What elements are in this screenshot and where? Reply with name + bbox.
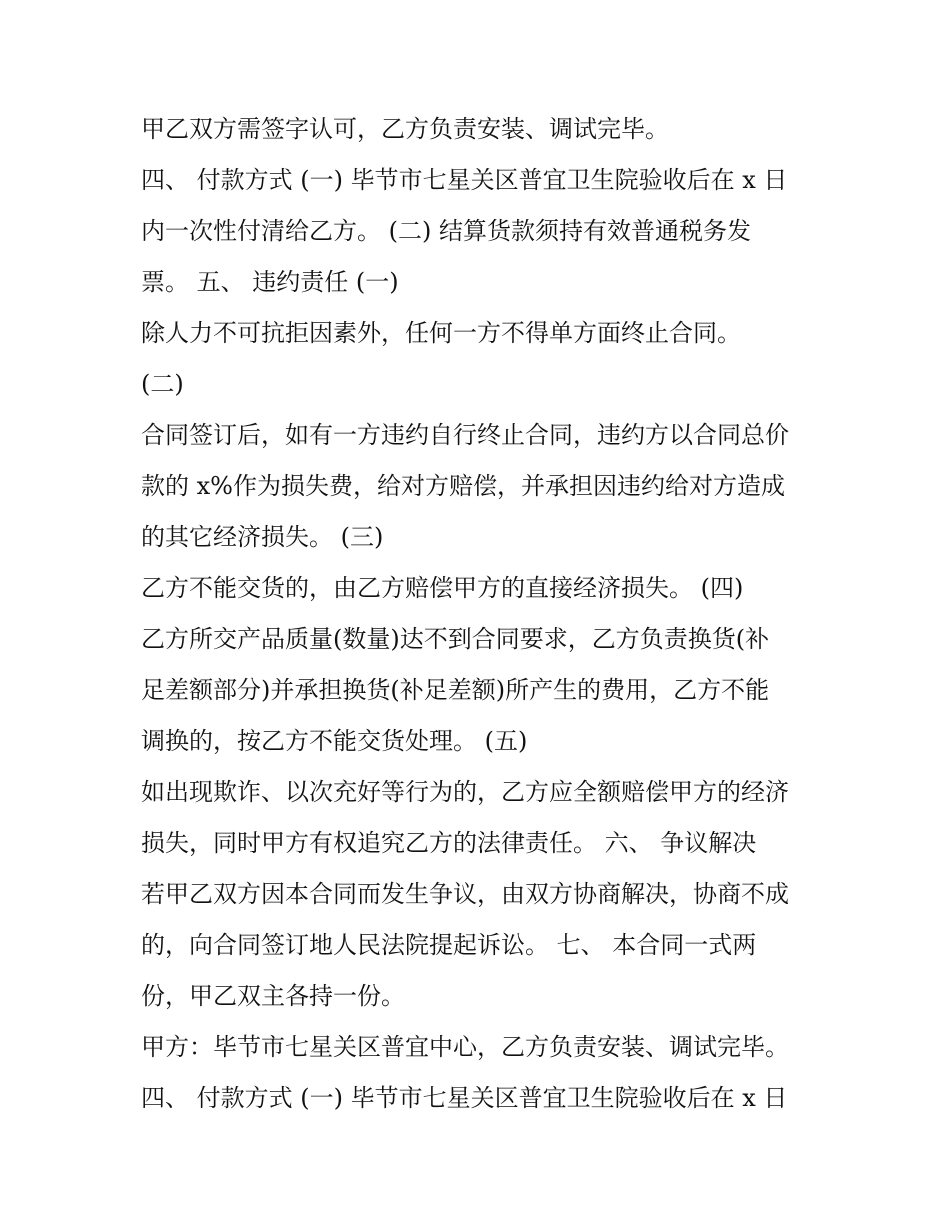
- text-line: 足差额部分)并承担换货(补足差额)所产生的费用，乙方不能: [141, 676, 770, 704]
- text-line: 如出现欺诈、以次充好等行为的，乙方应全额赔偿甲方的经济: [141, 778, 789, 806]
- text-line: 票。 五、 违约责任 (一): [141, 268, 399, 296]
- text-line: 合同签订后，如有一方违约自行终止合同，违约方以合同总价: [141, 421, 789, 449]
- text-line: 甲乙双方需签字认可，乙方负责安装、调试完毕。: [141, 115, 669, 143]
- text-line: 的其它经济损失。 (三): [141, 523, 384, 551]
- text-line: 款的 x%作为损失费，给对方赔偿，并承担因违约给对方造成: [141, 472, 785, 500]
- text-line: 四、 付款方式 (一) 毕节市七星关区普宜卫生院验收后在 x 日: [141, 166, 788, 194]
- text-line: 份，甲乙双主各持一份。: [141, 982, 405, 1010]
- text-line: 甲方：毕节市七星关区普宜中心，乙方负责安装、调试完毕。: [141, 1033, 789, 1061]
- text-line: 调换的，按乙方不能交货处理。 (五): [141, 727, 528, 755]
- text-line: (二): [141, 370, 184, 398]
- text-line: 若甲乙双方因本合同而发生争议，由双方协商解决，协商不成: [141, 880, 789, 908]
- text-line: 除人力不可抗拒因素外，任何一方不得单方面终止合同。: [141, 319, 741, 347]
- text-line: 的，向合同签订地人民法院提起诉讼。 七、 本合同一式两: [141, 931, 757, 959]
- text-line: 乙方不能交货的，由乙方赔偿甲方的直接经济损失。 (四): [141, 574, 744, 602]
- text-line: 内一次性付清给乙方。 (二) 结算货款须持有效普通税务发: [141, 217, 751, 245]
- text-line: 四、 付款方式 (一) 毕节市七星关区普宜卫生院验收后在 x 日: [141, 1084, 788, 1112]
- text-line: 乙方所交产品质量(数量)达不到合同要求，乙方负责换货(补: [141, 625, 770, 653]
- text-line: 损失，同时甲方有权追究乙方的法律责任。 六、 争议解决: [141, 829, 757, 857]
